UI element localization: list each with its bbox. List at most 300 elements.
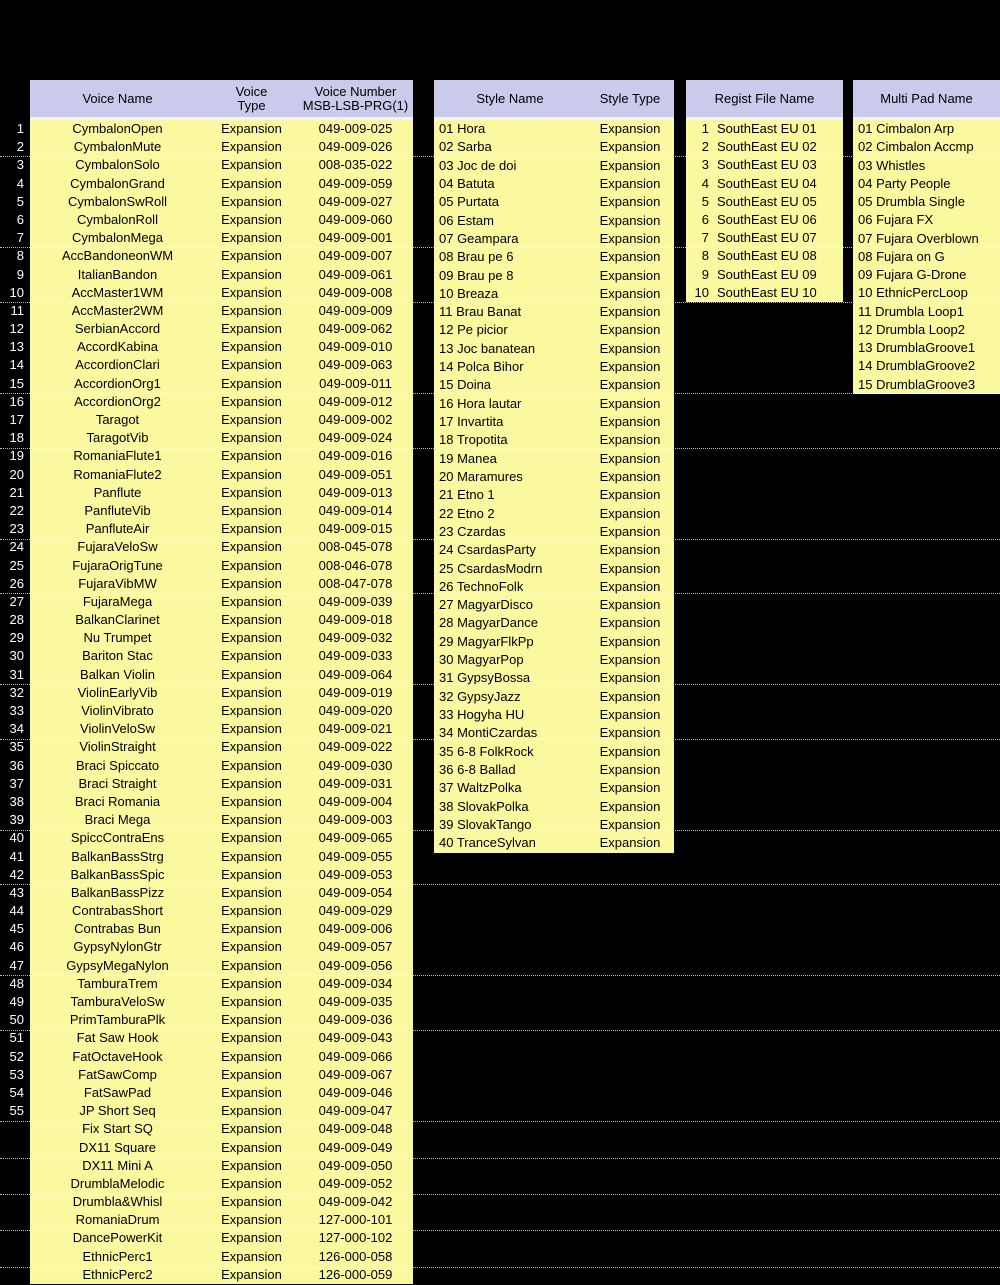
voice-table-row (0, 375, 413, 393)
style-type-cell: Expansion (599, 157, 661, 173)
voice-number-cell: 049-009-026 (298, 138, 413, 156)
multipad-table-row: 15 DrumblaGroove3 (858, 376, 976, 392)
style-table-row (434, 688, 674, 706)
multipad-table-row: 10 EthnicPercLoop (858, 285, 968, 301)
voice-name-cell: DX11 Square (30, 1139, 205, 1157)
voice-number-cell: 049-009-053 (298, 866, 413, 884)
style-name-cell: 11 Brau Banat (439, 304, 522, 320)
style-type-header-label: Style Type (599, 90, 661, 106)
voice-number-cell: 049-009-048 (298, 1120, 413, 1138)
voice-table-row (0, 484, 413, 502)
style-type-cell: Expansion (599, 597, 661, 613)
style-name-cell: 03 Joc de doi (439, 157, 517, 173)
voice-row-number: 10 (0, 284, 30, 302)
voice-row-number: 40 (0, 829, 30, 847)
regist-file-name-cell: SouthEast EU 03 (717, 157, 817, 173)
voice-table-body (0, 120, 413, 1284)
voice-type-cell: Expansion (205, 1248, 298, 1266)
style-type-cell: Expansion (599, 780, 661, 796)
voice-row-number: 27 (0, 593, 30, 611)
voice-type-cell: Expansion (205, 884, 298, 902)
voice-name-cell: ItalianBandon (30, 266, 205, 284)
voice-name-cell: AccordionOrg1 (30, 375, 205, 393)
voice-type-cell: Expansion (205, 866, 298, 884)
style-table-row (434, 706, 674, 724)
voice-type-cell: Expansion (205, 611, 298, 629)
style-name-cell: 02 Sarba (439, 139, 492, 155)
voice-number-cell: 049-009-043 (298, 1029, 413, 1047)
regist-table-row (686, 229, 843, 247)
voice-name-cell: PanfluteAir (30, 520, 205, 538)
voice-type-cell: Expansion (205, 647, 298, 665)
voice-row-number: 39 (0, 811, 30, 829)
voice-table-row (0, 647, 413, 665)
style-name-cell: 13 Joc banatean (439, 340, 536, 356)
voice-type-header-line1: Voice (235, 83, 268, 99)
voice-type-cell: Expansion (205, 848, 298, 866)
voice-name-cell: Taragot (30, 411, 205, 429)
voice-type-cell: Expansion (205, 1157, 298, 1175)
voice-name-cell: Braci Spiccato (30, 757, 205, 775)
voice-table-row (0, 1102, 413, 1120)
voice-number-cell: 049-009-051 (298, 466, 413, 484)
voice-table-row (0, 938, 413, 956)
style-table-row (434, 505, 674, 523)
voice-name-cell: AccordionOrg2 (30, 393, 205, 411)
voice-table-row (0, 738, 413, 756)
voice-name-cell: AccordKabina (30, 338, 205, 356)
voice-table-row (0, 757, 413, 775)
voice-table-header (30, 80, 413, 120)
voice-table-row (0, 429, 413, 447)
voice-table-row (0, 993, 413, 1011)
voice-number-cell: 049-009-019 (298, 684, 413, 702)
voice-table-row (0, 284, 413, 302)
voice-number-cell: 049-009-054 (298, 884, 413, 902)
regist-row-number: 8 (701, 248, 709, 264)
style-type-cell: Expansion (599, 395, 661, 411)
voice-row-number: 7 (0, 229, 30, 247)
voice-row-number: 33 (0, 702, 30, 720)
voice-table-row (0, 557, 413, 575)
style-table-row (434, 779, 674, 797)
voice-type-cell: Expansion (205, 375, 298, 393)
voice-type-cell: Expansion (205, 229, 298, 247)
voice-row-number: 5 (0, 193, 30, 211)
style-type-cell: Expansion (599, 505, 661, 521)
voice-name-cell: DrumblaMelodic (30, 1175, 205, 1193)
regist-table-row (686, 284, 843, 302)
voice-table-row (0, 120, 413, 138)
voice-table-row (0, 793, 413, 811)
style-table-row (434, 248, 674, 266)
voice-number-cell: 049-009-010 (298, 338, 413, 356)
style-name-cell: 28 MagyarDance (439, 615, 538, 631)
style-name-cell: 37 WaltzPolka (439, 780, 522, 796)
voice-row-number: 42 (0, 866, 30, 884)
voice-table-row (0, 502, 413, 520)
style-name-cell: 39 SlovakTango (439, 816, 532, 832)
style-name-cell: 27 MagyarDisco (439, 597, 533, 613)
voice-row-number: 19 (0, 447, 30, 465)
voice-name-cell: BalkanClarinet (30, 611, 205, 629)
voice-row-number: 55 (0, 1102, 30, 1120)
style-name-cell: 38 SlovakPolka (439, 798, 529, 814)
voice-row-number: 24 (0, 538, 30, 556)
voice-row-number: 51 (0, 1029, 30, 1047)
style-name-cell: 06 Estam (439, 212, 494, 228)
voice-name-cell: Balkan Violin (30, 666, 205, 684)
style-table-row (434, 560, 674, 578)
style-name-cell: 07 Geampara (439, 230, 519, 246)
voice-number-cell: 049-009-052 (298, 1175, 413, 1193)
style-table-row (434, 798, 674, 816)
voice-number-cell: 049-009-049 (298, 1139, 413, 1157)
voice-table-row (0, 975, 413, 993)
style-type-cell: Expansion (599, 175, 661, 191)
voice-name-cell: FujaraVeloSw (30, 538, 205, 556)
style-table-row (434, 523, 674, 541)
voice-row-number: 9 (0, 266, 30, 284)
style-type-cell: Expansion (599, 267, 661, 283)
regist-table-header (686, 80, 843, 120)
voice-type-cell: Expansion (205, 393, 298, 411)
voice-name-cell: CymbalonSwRoll (30, 193, 205, 211)
style-type-cell: Expansion (599, 542, 661, 558)
voice-type-cell: Expansion (205, 811, 298, 829)
voice-number-cell: 049-009-016 (298, 447, 413, 465)
voice-table-row (0, 1248, 413, 1266)
style-name-cell: 05 Purtata (439, 194, 499, 210)
voice-name-header (30, 80, 205, 117)
voice-name-cell: AccMaster2WM (30, 302, 205, 320)
voice-name-cell: FujaraOrigTune (30, 557, 205, 575)
voice-type-cell: Expansion (205, 429, 298, 447)
regist-file-name-cell: SouthEast EU 09 (717, 266, 817, 282)
voice-type-cell: Expansion (205, 411, 298, 429)
voice-row-number: 2 (0, 138, 30, 156)
voice-type-cell: Expansion (205, 211, 298, 229)
style-table-row (434, 157, 674, 175)
voice-type-cell: Expansion (205, 120, 298, 138)
voice-table-row (0, 302, 413, 320)
voice-type-cell: Expansion (205, 920, 298, 938)
style-type-cell: Expansion (599, 725, 661, 741)
voice-number-cell: 049-009-057 (298, 938, 413, 956)
voice-name-cell: PrimTamburaPlk (30, 1011, 205, 1029)
voice-type-cell: Expansion (205, 520, 298, 538)
voice-number-cell: 049-009-002 (298, 411, 413, 429)
style-type-cell: Expansion (599, 340, 661, 356)
style-type-cell: Expansion (599, 578, 661, 594)
style-name-cell: 22 Etno 2 (439, 505, 495, 521)
voice-number-cell: 049-009-036 (298, 1011, 413, 1029)
voice-table-row (0, 320, 413, 338)
voice-type-cell: Expansion (205, 793, 298, 811)
style-table-row (434, 212, 674, 230)
style-table-row (434, 376, 674, 394)
voice-name-cell: Braci Mega (30, 811, 205, 829)
voice-type-cell: Expansion (205, 738, 298, 756)
voice-table-row (0, 229, 413, 247)
style-name-cell: 36 6-8 Ballad (439, 761, 516, 777)
voice-row-number: 4 (0, 175, 30, 193)
regist-row-number: 1 (701, 121, 709, 136)
voice-type-cell: Expansion (205, 502, 298, 520)
style-table-row (434, 651, 674, 669)
voice-table-row (0, 1157, 413, 1175)
voice-number-cell: 049-009-034 (298, 975, 413, 993)
voice-type-header (205, 80, 298, 117)
voice-row-number: 22 (0, 502, 30, 520)
voice-name-cell: AccBandoneonWM (30, 247, 205, 265)
voice-number-cell: 049-009-015 (298, 520, 413, 538)
regist-table-row (686, 266, 843, 284)
multipad-table-row: 03 Whistles (858, 157, 926, 173)
voice-row-number: 35 (0, 738, 30, 756)
voice-table-row (0, 356, 413, 374)
voice-type-cell: Expansion (205, 138, 298, 156)
voice-row-number: 16 (0, 393, 30, 411)
voice-type-cell: Expansion (205, 1211, 298, 1229)
voice-type-cell: Expansion (205, 1193, 298, 1211)
voice-table-row (0, 920, 413, 938)
voice-number-cell: 049-009-004 (298, 793, 413, 811)
voice-table-row (0, 1229, 413, 1247)
multipad-table-row: 01 Cimbalon Arp (858, 121, 955, 136)
voice-number-cell: 049-009-014 (298, 502, 413, 520)
voice-number-cell: 049-009-009 (298, 302, 413, 320)
voice-name-cell: Drumbla&Whisl (30, 1193, 205, 1211)
style-name-cell: 35 6-8 FolkRock (439, 743, 534, 759)
multipad-table (853, 80, 1000, 394)
voice-table-row (0, 593, 413, 611)
voice-type-cell: Expansion (205, 1011, 298, 1029)
voice-row-number: 49 (0, 993, 30, 1011)
voice-table-row (0, 175, 413, 193)
multipad-table-row: 02 Cimbalon Accmp (858, 139, 974, 155)
voice-name-header-label: Voice Name (82, 90, 153, 106)
regist-file-table (686, 80, 843, 302)
voice-type-cell: Expansion (205, 1266, 298, 1284)
voice-table-row (0, 1120, 413, 1138)
voice-row-number: 17 (0, 411, 30, 429)
voice-name-cell: PanfluteVib (30, 502, 205, 520)
style-table-row (434, 413, 674, 431)
voice-name-cell: TamburaTrem (30, 975, 205, 993)
voice-table-row (0, 1084, 413, 1102)
voice-table-row (0, 684, 413, 702)
style-type-cell: Expansion (599, 450, 661, 466)
multipad-table-row: 14 DrumblaGroove2 (858, 358, 976, 374)
regist-file-name-cell: SouthEast EU 02 (717, 139, 817, 155)
style-type-cell: Expansion (599, 688, 661, 704)
voice-name-cell: Panflute (30, 484, 205, 502)
voice-number-cell: 049-009-006 (298, 920, 413, 938)
style-table-row (434, 120, 674, 138)
voice-type-cell: Expansion (205, 757, 298, 775)
voice-row-number: 18 (0, 429, 30, 447)
voice-table-row (0, 866, 413, 884)
style-table-row (434, 267, 674, 285)
style-table-row (434, 431, 674, 449)
style-table-row (434, 761, 674, 779)
voice-table-row (0, 829, 413, 847)
voice-type-cell: Expansion (205, 993, 298, 1011)
voice-number-cell: 008-047-078 (298, 575, 413, 593)
voice-row-number (0, 1229, 30, 1247)
voice-number-cell: 049-009-022 (298, 738, 413, 756)
voice-row-number: 20 (0, 466, 30, 484)
voice-name-cell: CymbalonSolo (30, 156, 205, 174)
voice-number-cell: 049-009-033 (298, 647, 413, 665)
voice-name-cell: BalkanBassSpic (30, 866, 205, 884)
voice-type-cell: Expansion (205, 338, 298, 356)
voice-type-cell: Expansion (205, 538, 298, 556)
voice-number-header-line1: Voice Number (314, 83, 397, 99)
style-name-cell: 10 Breaza (439, 285, 499, 301)
voice-number-cell: 049-009-046 (298, 1084, 413, 1102)
voice-table-row (0, 1066, 413, 1084)
voice-name-cell: ViolinStraight (30, 738, 205, 756)
voice-number-cell: 049-009-039 (298, 593, 413, 611)
voice-table-row (0, 1029, 413, 1047)
voice-name-cell: ViolinEarlyVib (30, 684, 205, 702)
voice-name-cell: Braci Straight (30, 775, 205, 793)
multipad-table-row: 09 Fujara G-Drone (858, 267, 967, 283)
voice-type-cell: Expansion (205, 447, 298, 465)
voice-number-cell: 049-009-031 (298, 775, 413, 793)
voice-name-cell: GypsyNylonGtr (30, 938, 205, 956)
voice-name-cell: FujaraMega (30, 593, 205, 611)
style-table-row (434, 285, 674, 303)
regist-row-number: 7 (701, 230, 709, 246)
voice-row-number (0, 1193, 30, 1211)
voice-number-cell: 049-009-027 (298, 193, 413, 211)
voice-number-cell: 049-009-067 (298, 1066, 413, 1084)
voice-row-number: 37 (0, 775, 30, 793)
voice-table (0, 80, 413, 1284)
style-type-cell: Expansion (599, 304, 661, 320)
voice-table-row (0, 902, 413, 920)
style-name-cell: 23 Czardas (439, 523, 506, 539)
voice-name-cell: RomaniaDrum (30, 1211, 205, 1229)
style-table-row (434, 138, 674, 156)
multipad-table-row: 11 Drumbla Loop1 (858, 303, 964, 319)
voice-type-cell: Expansion (205, 175, 298, 193)
voice-row-number: 30 (0, 647, 30, 665)
voice-type-cell: Expansion (205, 1048, 298, 1066)
style-type-cell: Expansion (599, 523, 661, 539)
voice-table-row (0, 156, 413, 174)
voice-type-cell: Expansion (205, 156, 298, 174)
voice-number-cell: 049-009-030 (298, 757, 413, 775)
voice-name-cell: FatSawComp (30, 1066, 205, 1084)
voice-name-cell: CymbalonMega (30, 229, 205, 247)
voice-row-number (0, 1175, 30, 1193)
voice-number-cell: 049-009-066 (298, 1048, 413, 1066)
style-name-cell: 04 Batuta (439, 175, 495, 191)
style-type-cell: Expansion (599, 615, 661, 631)
voice-number-cell: 049-009-061 (298, 266, 413, 284)
voice-type-cell: Expansion (205, 302, 298, 320)
style-name-cell: 40 TranceSylvan (439, 835, 536, 851)
voice-name-cell: RomaniaFlute2 (30, 466, 205, 484)
voice-type-cell: Expansion (205, 629, 298, 647)
style-type-cell: Expansion (599, 633, 661, 649)
style-name-cell: 01 Hora (439, 121, 486, 136)
voice-table-row (0, 611, 413, 629)
voice-number-cell: 049-009-035 (298, 993, 413, 1011)
voice-table-row (0, 1193, 413, 1211)
regist-file-name-cell: SouthEast EU 01 (717, 121, 817, 136)
regist-table-row (686, 156, 843, 174)
style-type-cell: Expansion (599, 121, 661, 136)
voice-row-number: 53 (0, 1066, 30, 1084)
voice-number-cell: 049-009-008 (298, 284, 413, 302)
style-table-row (434, 743, 674, 761)
regist-table-row (686, 138, 843, 156)
style-type-cell: Expansion (599, 230, 661, 246)
style-name-cell: 18 Tropotita (439, 432, 508, 448)
style-name-cell: 31 GypsyBossa (439, 670, 531, 686)
style-type-cell: Expansion (599, 414, 661, 429)
voice-number-header (298, 80, 413, 117)
voice-table-row (0, 1175, 413, 1193)
voice-table-row (0, 1211, 413, 1229)
voice-number-cell: 049-009-059 (298, 175, 413, 193)
voice-row-number: 45 (0, 920, 30, 938)
style-table-row (434, 669, 674, 687)
voice-number-cell: 049-009-055 (298, 848, 413, 866)
voice-table-row (0, 720, 413, 738)
style-name-header (434, 80, 586, 117)
style-type-cell: Expansion (599, 212, 661, 228)
voice-type-cell: Expansion (205, 1066, 298, 1084)
style-table-row (434, 321, 674, 339)
voice-row-number: 15 (0, 375, 30, 393)
style-type-cell: Expansion (599, 487, 661, 503)
voice-number-cell: 126-000-058 (298, 1248, 413, 1266)
style-table-row (434, 614, 674, 632)
style-name-cell: 29 MagyarFlkPp (439, 633, 534, 649)
voice-table-row (0, 957, 413, 975)
voice-type-cell: Expansion (205, 975, 298, 993)
voice-name-cell: DX11 Mini A (30, 1157, 205, 1175)
style-name-cell: 19 Manea (439, 450, 497, 466)
voice-name-cell: BalkanBassStrg (30, 848, 205, 866)
style-name-cell: 09 Brau pe 8 (439, 267, 514, 283)
voice-row-number: 29 (0, 629, 30, 647)
style-type-cell: Expansion (599, 377, 661, 393)
voice-number-cell: 049-009-060 (298, 211, 413, 229)
voice-type-cell: Expansion (205, 575, 298, 593)
voice-type-cell: Expansion (205, 666, 298, 684)
multipad-table-row: 08 Fujara on G (858, 248, 945, 264)
multipad-table-row: 07 Fujara Overblown (858, 230, 979, 246)
voice-row-number: 3 (0, 156, 30, 174)
voice-type-cell: Expansion (205, 1229, 298, 1247)
style-name-header-label: Style Name (476, 90, 544, 106)
voice-row-number: 26 (0, 575, 30, 593)
voice-name-cell: Braci Romania (30, 793, 205, 811)
voice-row-number: 43 (0, 884, 30, 902)
voice-row-number: 31 (0, 666, 30, 684)
voice-number-header-line2: MSB-LSB-PRG(1) (302, 97, 409, 113)
voice-row-number: 34 (0, 720, 30, 738)
style-name-cell: 14 Polca Bihor (439, 359, 524, 375)
voice-row-number: 28 (0, 611, 30, 629)
